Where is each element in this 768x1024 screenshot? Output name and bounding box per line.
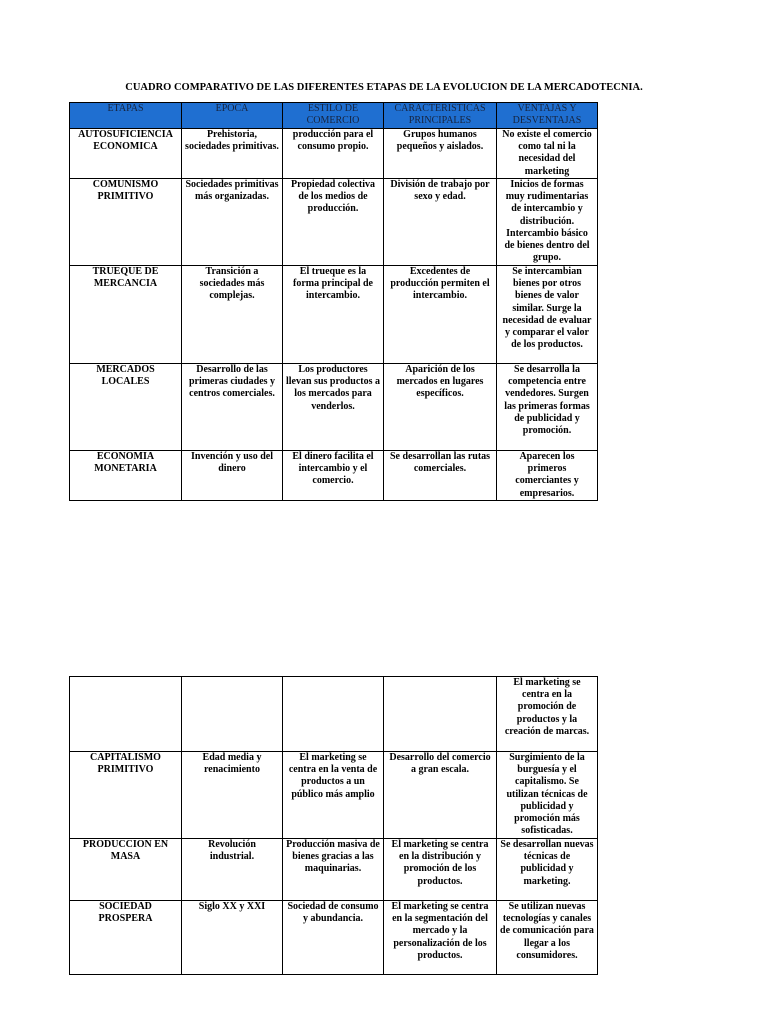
cell-caracteristicas: El marketing se centra en la distribución y promoción de los productos. [384, 839, 497, 901]
cell-etapa [70, 677, 182, 752]
cell-ventajas: El marketing se centra en la promoción de productos y la creación de marcas. [497, 677, 598, 752]
table-row [70, 179, 598, 266]
cell-etapa: ECONOMIA MONETARIA [70, 451, 182, 501]
table-row [70, 266, 598, 364]
cell-epoca: Prehistoria, sociedades primitivas. [182, 129, 283, 179]
cell-ventajas: No existe el comercio como tal ni la necesidad del marketing [497, 129, 598, 179]
cell-epoca [182, 677, 283, 752]
table-row [70, 752, 598, 839]
cell-ventajas: Se desarrolla la competencia entre vendedores. Surgen las primeras formas de publicidad y promoción. [497, 364, 598, 451]
table-header-row [70, 103, 598, 129]
table-row [70, 839, 598, 901]
cell-epoca: Edad media y renacimiento [182, 752, 283, 839]
cell-epoca: Revolución industrial. [182, 839, 283, 901]
cell-ventajas: Se desarrollan nuevas técnicas de publicidad y marketing. [497, 839, 598, 901]
header-caracteristicas: CARACTERISTICAS PRINCIPALES [384, 103, 497, 129]
cell-caracteristicas: Se desarrollan las rutas comerciales. [384, 451, 497, 501]
table-row [70, 451, 598, 501]
table-row [70, 677, 598, 752]
cell-estilo: Producción masiva de bienes gracias a las maquinarias. [283, 839, 384, 901]
cell-etapa: SOCIEDAD PROSPERA [70, 901, 182, 975]
cell-ventajas: Aparecen los primeros comerciantes y empresarios. [497, 451, 598, 501]
cell-caracteristicas: Grupos humanos pequeños y aislados. [384, 129, 497, 179]
cell-caracteristicas: El marketing se centra en la segmentación del mercado y la personalización de los productos. [384, 901, 497, 975]
cell-ventajas: Inicios de formas muy rudimentarias de intercambio y distribución. Intercambio básico de bienes dentro del grupo. [497, 179, 598, 266]
cell-caracteristicas: Desarrollo del comercio a gran escala. [384, 752, 497, 839]
cell-caracteristicas: Aparición de los mercados en lugares específicos. [384, 364, 497, 451]
document-title: CUADRO COMPARATIVO DE LAS DIFERENTES ETAPAS DE LA EVOLUCION DE LA MERCADOTECNIA. [125, 82, 643, 93]
header-etapas: ETAPAS [70, 103, 182, 129]
header-estilo: ESTILO DE COMERCIO [283, 103, 384, 129]
table-row [70, 901, 598, 975]
header-epoca: EPOCA [182, 103, 283, 129]
cell-estilo: Sociedad de consumo y abundancia. [283, 901, 384, 975]
cell-etapa: CAPITALISMO PRIMITIVO [70, 752, 182, 839]
cell-ventajas: Surgimiento de la burguesía y el capitalismo. Se utilizan técnicas de publicidad y promoción más sofisticadas. [497, 752, 598, 839]
cell-estilo [283, 677, 384, 752]
cell-estilo: El marketing se centra en la venta de productos a un público más amplio [283, 752, 384, 839]
table-row [70, 364, 598, 451]
cell-etapa: TRUEQUE DE MERCANCIA [70, 266, 182, 364]
cell-etapa: MERCADOS LOCALES [70, 364, 182, 451]
cell-estilo: producción para el consumo propio. [283, 129, 384, 179]
cell-etapa: AUTOSUFICIENCIA ECONOMICA [70, 129, 182, 179]
cell-epoca: Siglo XX y XXI [182, 901, 283, 975]
comparison-table-page2 [69, 676, 598, 975]
cell-etapa: COMUNISMO PRIMITIVO [70, 179, 182, 266]
cell-estilo: El dinero facilita el intercambio y el comercio. [283, 451, 384, 501]
cell-ventajas: Se utilizan nuevas tecnologías y canales de comunicación para llegar a los consumidores. [497, 901, 598, 975]
cell-estilo: Los productores llevan sus productos a los mercados para venderlos. [283, 364, 384, 451]
cell-epoca: Sociedades primitivas más organizadas. [182, 179, 283, 266]
table-row [70, 129, 598, 179]
cell-epoca: Desarrollo de las primeras ciudades y centros comerciales. [182, 364, 283, 451]
header-ventajas: VENTAJAS Y DESVENTAJAS [497, 103, 598, 129]
cell-caracteristicas: División de trabajo por sexo y edad. [384, 179, 497, 266]
comparison-table-page1 [69, 102, 598, 501]
cell-caracteristicas [384, 677, 497, 752]
cell-estilo: El trueque es la forma principal de intercambio. [283, 266, 384, 364]
cell-ventajas: Se intercambian bienes por otros bienes de valor similar. Surge la necesidad de evaluar y comparar el valor de los productos. [497, 266, 598, 364]
cell-epoca: Invención y uso del dinero [182, 451, 283, 501]
cell-caracteristicas: Excedentes de producción permiten el intercambio. [384, 266, 497, 364]
cell-etapa: PRODUCCION EN MASA [70, 839, 182, 901]
cell-estilo: Propiedad colectiva de los medios de producción. [283, 179, 384, 266]
cell-epoca: Transición a sociedades más complejas. [182, 266, 283, 364]
